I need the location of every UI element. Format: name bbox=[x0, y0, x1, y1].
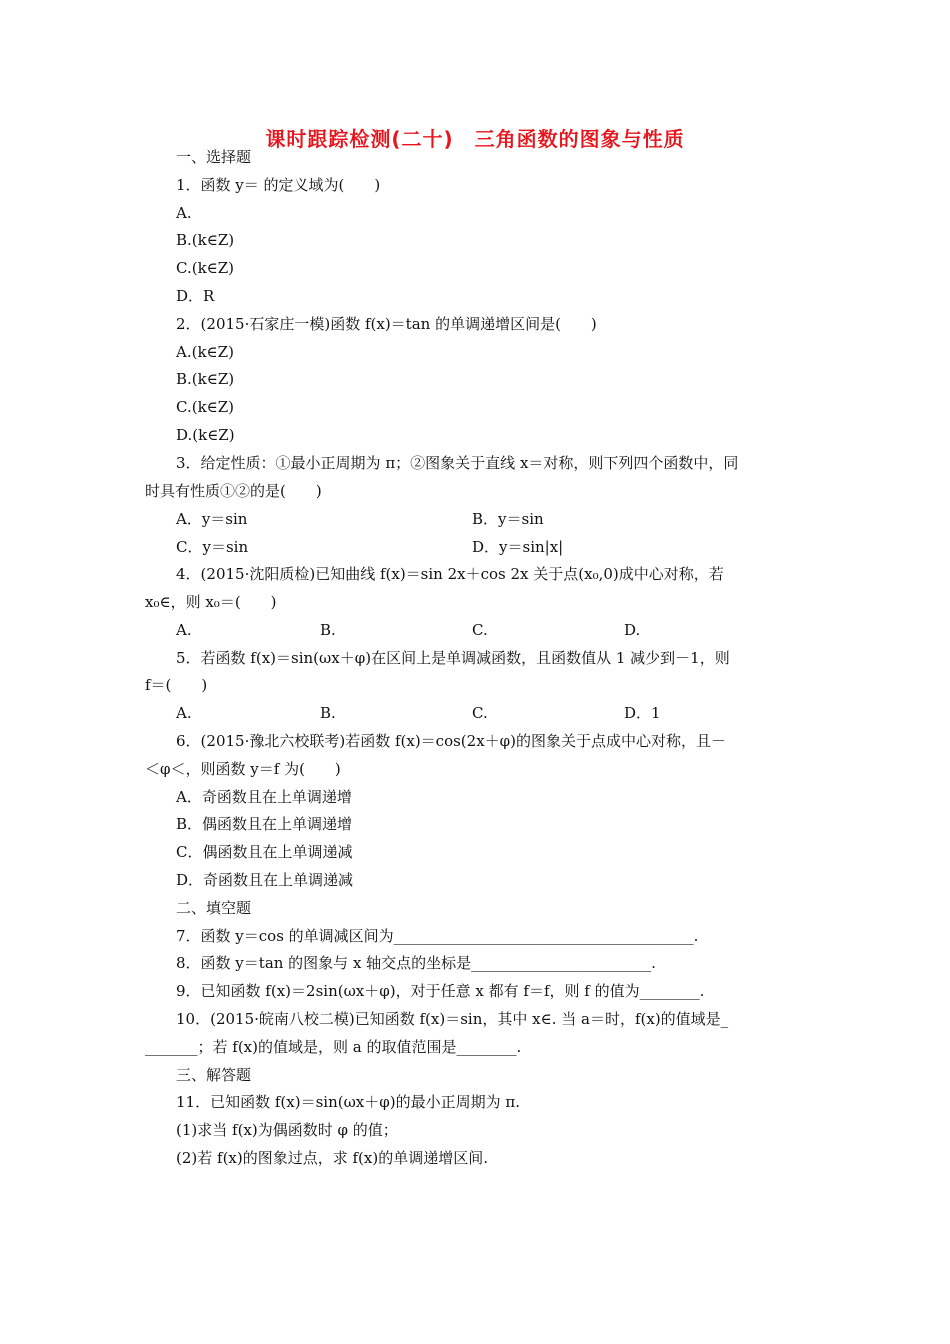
q10-stem-line2: _______；若 f(x)的值域是，则 a 的取值范围是________. bbox=[145, 1038, 522, 1056]
q1-stem: 1．函数 y＝ 的定义域为( ) bbox=[176, 176, 381, 194]
q4-option-d: D. bbox=[624, 621, 641, 639]
q2-option-b: B.(k∈Z) bbox=[176, 370, 235, 388]
q3-option-b: B．y＝sin bbox=[472, 510, 544, 528]
q8-stem: 8．函数 y＝tan 的图象与 x 轴交点的坐标是________________________. bbox=[176, 954, 656, 972]
q5-option-d: D．1 bbox=[624, 704, 661, 722]
q3-option-c: C．y＝sin bbox=[176, 538, 249, 556]
q6-stem-line2: ＜φ＜，则函数 y＝f 为( ) bbox=[145, 760, 341, 778]
q6-option-c: C．偶函数且在上单调递减 bbox=[176, 843, 353, 861]
q3-stem-line1: 3．给定性质：①最小正周期为 π；②图象关于直线 x＝对称，则下列四个函数中，同 bbox=[176, 454, 739, 472]
section-heading-answer: 三、解答题 bbox=[176, 1066, 252, 1084]
q11-part2: (2)若 f(x)的图象过点，求 f(x)的单调递增区间. bbox=[176, 1149, 488, 1167]
q5-option-c: C. bbox=[472, 704, 488, 722]
q2-option-c: C.(k∈Z) bbox=[176, 398, 235, 416]
q6-option-d: D．奇函数且在上单调递减 bbox=[176, 871, 354, 889]
document-title: 课时跟踪检测(二十) 三角函数的图象与性质 bbox=[265, 127, 685, 151]
q4-option-c: C. bbox=[472, 621, 488, 639]
q6-stem-line1: 6．(2015·豫北六校联考)若函数 f(x)＝cos(2x＋φ)的图象关于点成中心对称，且－ bbox=[176, 732, 727, 750]
q1-option-c: C.(k∈Z) bbox=[176, 259, 235, 277]
q5-option-b: B. bbox=[320, 704, 336, 722]
q5-stem-line1: 5．若函数 f(x)＝sin(ωx＋φ)在区间上是单调减函数，且函数值从 1 减少到－1，则 bbox=[176, 649, 730, 667]
q5-option-a: A. bbox=[176, 704, 192, 722]
q4-stem-line1: 4．(2015·沈阳质检)已知曲线 f(x)＝sin 2x＋cos 2x 关于点(x₀,0)成中心对称，若 bbox=[176, 565, 724, 583]
q5-stem-line2: f＝( ) bbox=[145, 676, 208, 694]
q7-stem: 7．函数 y＝cos 的单调减区间为________________________________________. bbox=[176, 927, 699, 945]
q2-option-d: D.(k∈Z) bbox=[176, 426, 235, 444]
q4-option-b: B. bbox=[320, 621, 336, 639]
q6-option-a: A．奇函数且在上单调递增 bbox=[176, 788, 352, 806]
q4-stem-line2: x₀∈，则 x₀＝( ) bbox=[145, 593, 277, 611]
q10-stem-line1: 10．(2015·皖南八校二模)已知函数 f(x)＝sin，其中 x∈. 当 a＝时，f(x)的值域是_ bbox=[176, 1010, 729, 1028]
q11-part1: (1)求当 f(x)为偶函数时 φ 的值； bbox=[176, 1121, 398, 1139]
q3-stem-line2: 时具有性质①②的是( ) bbox=[145, 482, 322, 500]
q3-option-d: D．y＝sin|x| bbox=[472, 538, 564, 556]
q6-option-b: B．偶函数且在上单调递增 bbox=[176, 815, 353, 833]
q4-option-a: A. bbox=[176, 621, 192, 639]
q1-option-a: A. bbox=[176, 204, 192, 222]
q9-stem: 9．已知函数 f(x)＝2sin(ωx＋φ)，对于任意 x 都有 f＝f，则 f 的值为________. bbox=[176, 982, 705, 1000]
q3-option-a: A．y＝sin bbox=[176, 510, 248, 528]
q1-option-d: D．R bbox=[176, 287, 215, 305]
section-heading-fill: 二、填空题 bbox=[176, 899, 252, 917]
q2-option-a: A.(k∈Z) bbox=[176, 343, 234, 361]
q2-stem: 2．(2015·石家庄一模)函数 f(x)＝tan 的单调递增区间是( ) bbox=[176, 315, 597, 333]
q1-option-b: B.(k∈Z) bbox=[176, 231, 235, 249]
section-heading-choice: 一、选择题 bbox=[176, 148, 252, 166]
q11-stem: 11．已知函数 f(x)＝sin(ωx＋φ)的最小正周期为 π. bbox=[176, 1093, 521, 1111]
